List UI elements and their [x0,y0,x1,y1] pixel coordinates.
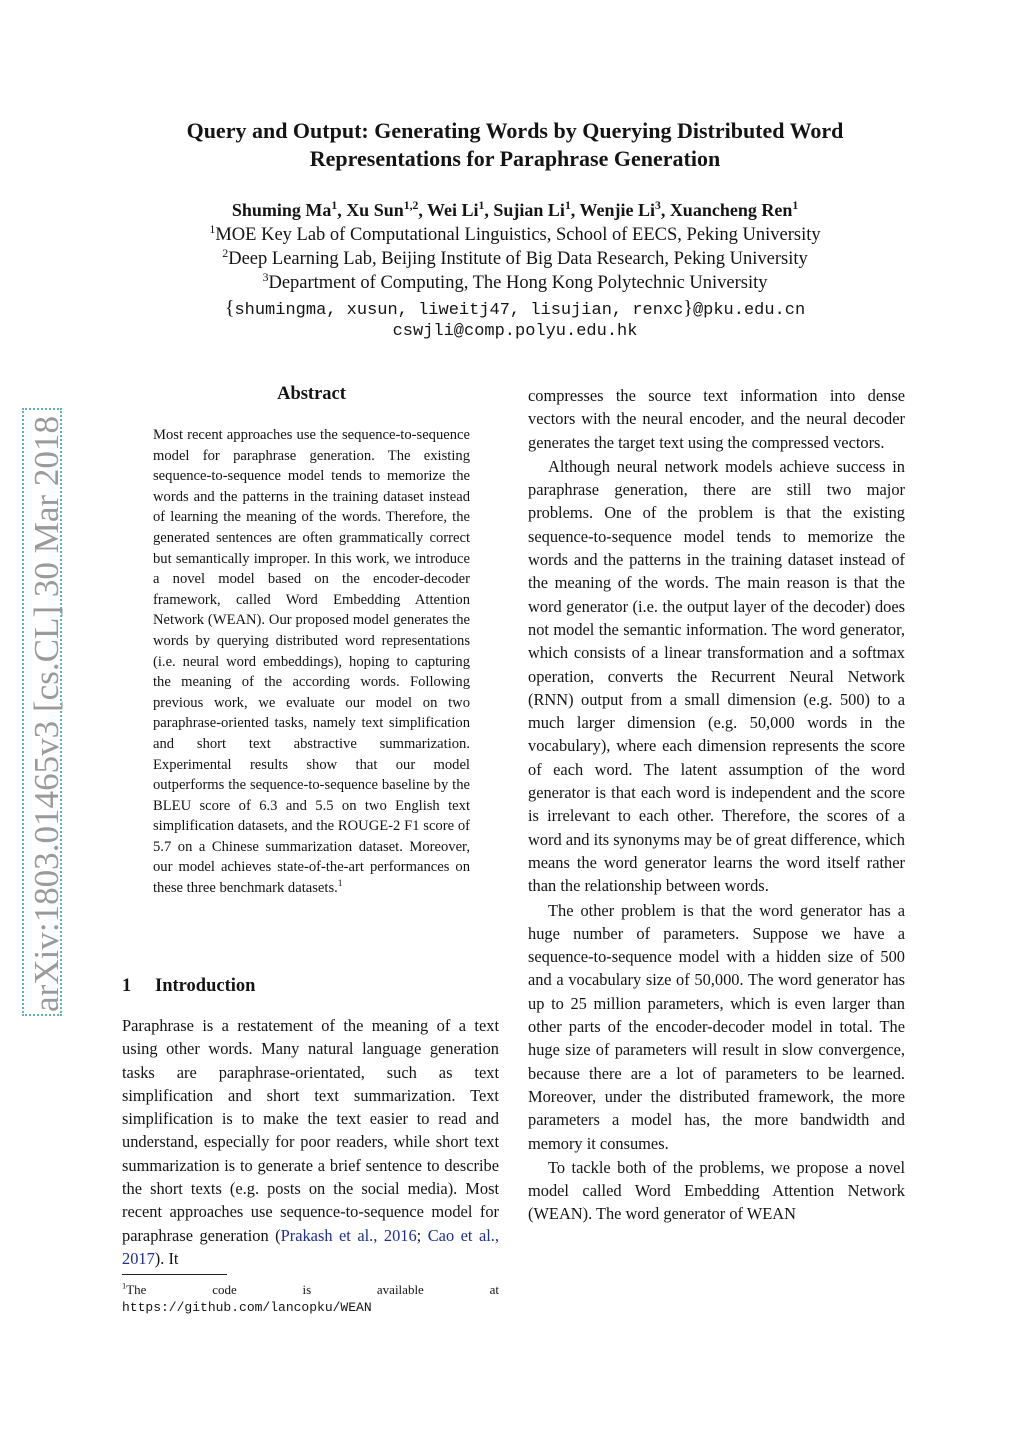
right-column-body [528,384,905,1227]
affiliation-3: $^3$Department of Computing, The Hong Kong Polytechnic University [262,269,768,293]
footnote: $^1$The code is available at https://github.com/lancopku/WEAN [122,1280,499,1315]
author: Shuming Ma$^1$ [231,199,338,220]
arxiv-id: arXiv:1803.01465v3 [cs.CL] 30 Mar 2018 [27,417,66,1012]
introduction-paragraph: Paraphrase is a restatement of the meaning of a text using other words. Many natural language generation tasks are paraphrase-orientated, such as text simplification and short text summarization. Text simplification is to make the text easier to read and understand, especially for poor readers, while short text summarization is to generate a brief sentence to describe the short texts (e.g. posts on the social media). Most recent approaches use sequence-to-sequence model for paraphrase generation (Prakash et al., 2016; Cao et al., 2017). It [122,1016,499,1268]
affiliation-2: $^2$Deep Learning Lab, Beijing Institute of Big Data Research, Peking University [222,245,808,269]
arxiv-id-svg [12,408,72,1018]
paragraph: The other problem is that the word generator has a huge number of parameters. Suppose we have a sequence-to-sequence model with a hidden size of 500 and a vocabulary size of 50,000. The word generator has up to 25 million parameters, which is even larger than other parts of the encoder-decoder model in total. The huge size of parameters will result in slow convergence, because there are a lot of parameters to be learned. Moreover, under the distributed framework, the more parameters a model has, the more bandwidth and memory it consumes. [528,900,905,1153]
title-line-2: Representations for Paraphrase Generation [309,146,721,171]
paragraph: To tackle both of the problems, we propose a novel model called Word Embedding Attention Network (WEAN). The word generator of WEAN [528,1157,905,1224]
email-line-2[interactable]: cswjli@comp.polyu.edu.hk [392,322,638,341]
code-url-link[interactable]: https://github.com/lancopku/WEAN [122,1300,372,1315]
abstract-heading: Abstract [277,384,346,404]
footnote-mark[interactable]: 1 [337,879,343,890]
paragraph: Although neural network models achieve success in paraphrase generation, there are still two major problems. One of the problem is that the existing sequence-to-sequence model tends to memorize the words and the patterns in the training dataset instead of the meaning of the words. The main reason is that the word generator (i.e. the output layer of the decoder) does not model the semantic information. The word generator, which consists of a linear transformation and a softmax operation, converts the Recurrent Neural Network (RNN) output from a small dimension (e.g. 500) to a much larger dimension (e.g. 50,000 words in the vocabulary), where each dimension represents the score of each word. The latent assumption of the word generator is that each word is independent and the score is irrelevant to each other. Therefore, the scores of a word and its synonyms may be of great difference, which means the word generator learns the word itself rather than the relationship between words. [528,456,905,896]
paragraph: compresses the source text information into dense vectors with the neural encoder, and the neural decoder generates the target text using the compressed vectors. [528,386,905,452]
paper-title [100,117,930,173]
author: Xuancheng Ren$^1$ [669,199,799,220]
footnote-divider [122,1274,227,1275]
arxiv-sidebar-stamp [12,408,72,1018]
author: Wei Li$^1$ [427,199,485,220]
author-list: Shuming Ma$^1$, Xu Sun$^{1,2}$, Wei Li$^1$, Sujian Li$^1$, Wenjie Li$^3$, Xuancheng Ren$^1$ [231,199,799,220]
citation-link[interactable]: Prakash et al., 2016 [280,1225,417,1245]
email-line-1[interactable]: {shumingma, xusun, liweitj47, lisujian, renxc}@pku.edu.cn [224,297,806,320]
author: Sujian Li$^1$ [493,199,571,220]
citation-link[interactable]: Cao et al., 2017 [122,1225,499,1268]
affiliation-1: $^1$MOE Key Lab of Computational Linguistics, School of EECS, Peking University [209,221,821,245]
author: Xu Sun$^{1,2}$ [346,199,419,220]
section-heading-introduction: 1 Introduction [122,976,256,996]
author: Wenjie Li$^3$ [579,199,661,220]
abstract-body: Most recent approaches use the sequence-to-sequence model for paraphrase generation. The existing sequence-to-sequence model tends to memorize the words and the patterns in the training dataset instead of learning the meaning of the words. Therefore, the generated sentences are often grammatically correct but semantically improper. In this work, we introduce a novel model based on the encoder-decoder framework, called Word Embedding Attention Network (WEAN). Our proposed model generates the words by querying distributed word representations (i.e. neural word embeddings), hoping to capturing the meaning of the according words. Following previous work, we evaluate our model on two paraphrase-oriented tasks, namely text simplification and short text abstractive summarization. Experimental results show that our model outperforms the sequence-to-sequence baseline by the BLEU score of 6.3 and 5.5 on two English text simplification datasets, and the ROUGE-2 F1 score of 5.7 on a Chinese summarization dataset. Moreover, our model achieves state-of-the-art performances on these three benchmark datasets.$^1$ [153,427,470,897]
title-line-1: Query and Output: Generating Words by Querying Distributed Word [186,118,844,143]
